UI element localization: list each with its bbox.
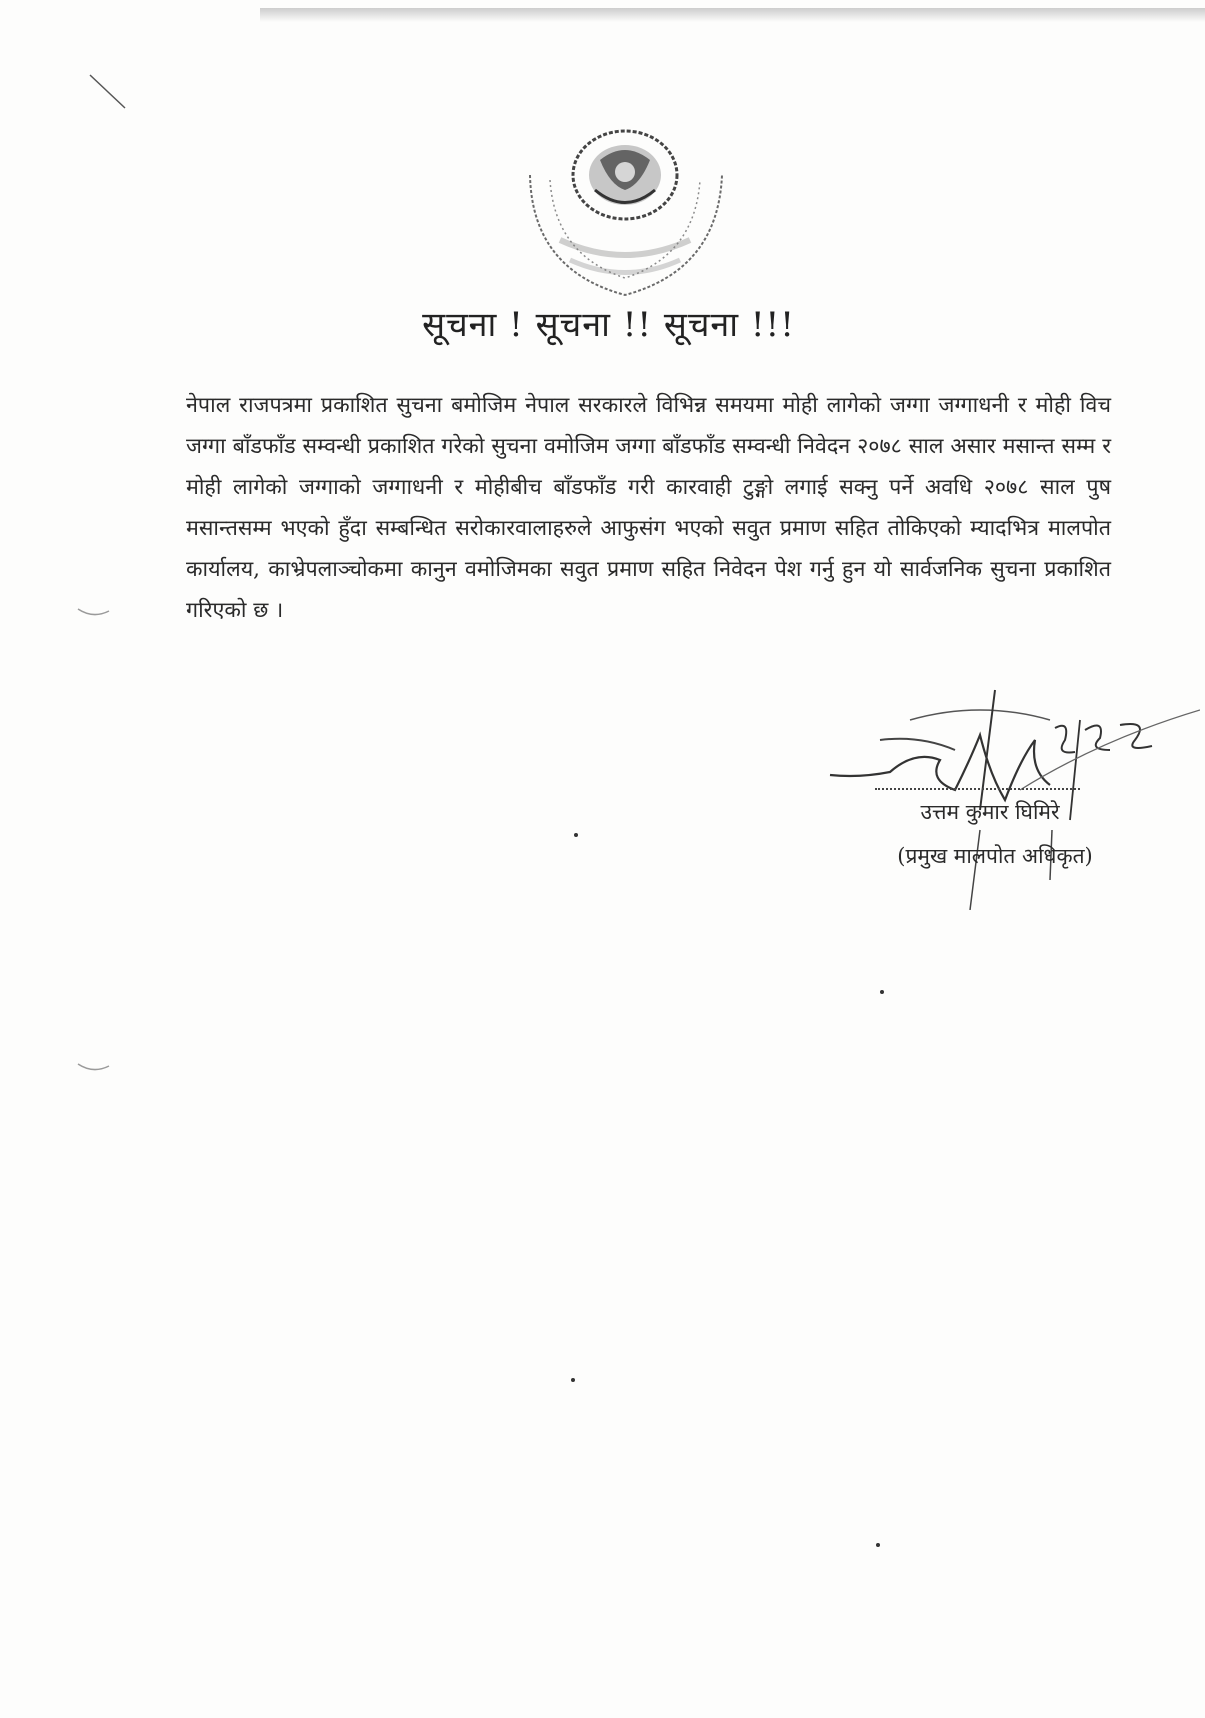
signer-name: उत्तम कुमार घिमिरे	[920, 800, 1060, 824]
scan-speck	[574, 833, 578, 837]
notice-body-paragraph: नेपाल राजपत्रमा प्रकाशित सुचना बमोजिम नेपाल सरकारले विभिन्न समयमा मोही लागेको जग्गा जग्गाधनी र मोही विच जग्गा बाँडफाँड सम्वन्धी प्रकाशित गरेको सुचना वमोजिम जग्गा बाँडफाँड सम्वन्धी निवेदन २०७८ साल असार मसान्त सम्म र मोही लागेको जग्गाको जग्गाधनी र मोहीबीच बाँडफाँड गरी कारवाही टुङ्गो लगाई सक्नु पर्ने अवधि २०७८ साल पुष मसान्तसम्म भएको हुँदा सम्बन्धित सरोकारवालाहरुले आफुसंग भएको सवुत प्रमाण सहित तोकिएको म्यादभित्र मालपोत कार्यालय, काभ्रेपलाञ्चोकमा कानुन वमोजिमका सवुत प्रमाण सहित निवेदन पेश गर्नु हुन यो सार्वजनिक सुचना प्रकाशित गरिएको छ ।	[186, 393, 1111, 623]
signature-dotted-line	[875, 788, 1080, 790]
scan-speck	[571, 1378, 575, 1382]
scan-stroke-mark	[85, 70, 135, 115]
handwritten-signature	[820, 680, 1200, 910]
scan-speck	[880, 990, 884, 994]
government-office-seal	[500, 120, 750, 305]
scan-top-edge	[260, 8, 1205, 22]
notice-heading: सूचना ! सूचना !! सूचना !!!	[422, 305, 795, 345]
punch-hole-mark-lower	[75, 1060, 115, 1080]
signature-block	[820, 680, 1200, 910]
punch-hole-mark-upper	[75, 605, 115, 625]
signer-designation: (प्रमुख मालपोत अधिकृत)	[897, 844, 1093, 868]
scan-speck	[876, 1543, 880, 1547]
